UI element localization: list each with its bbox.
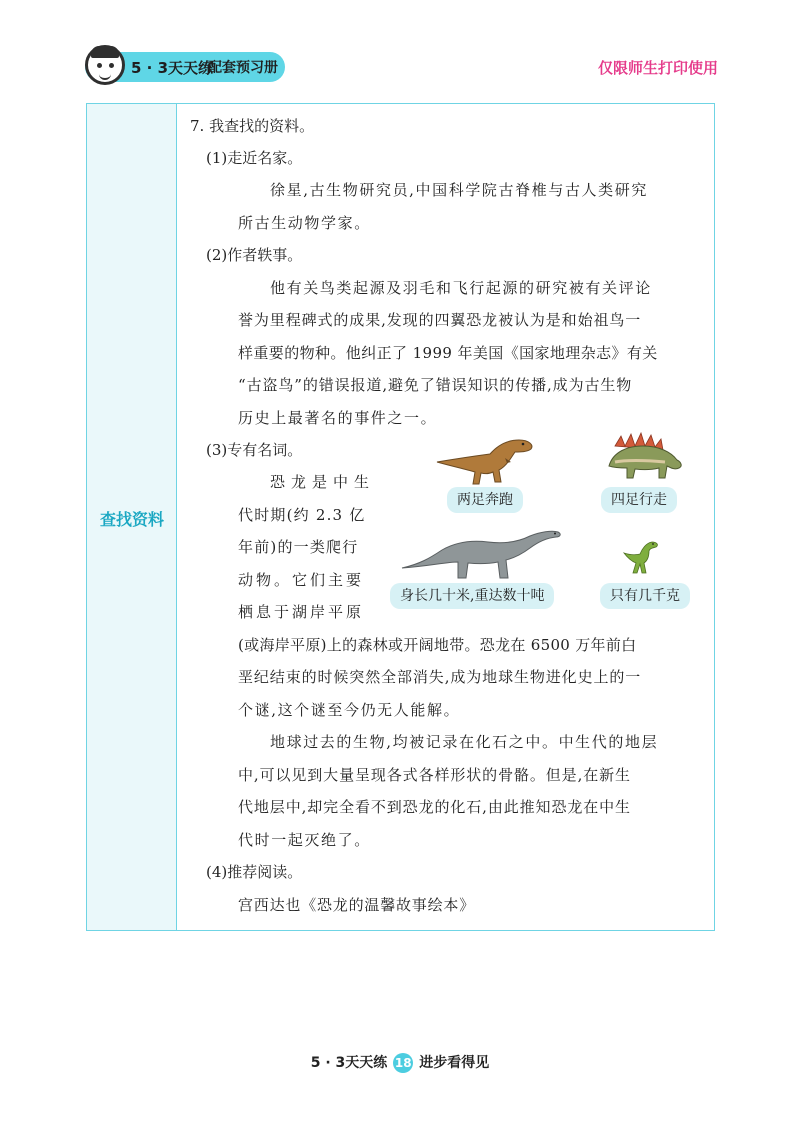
- section-3-text: 地球过去的生物,均被记录在化石之中。中生代的地层: [270, 733, 659, 751]
- giant-dinosaur-illustration: [400, 528, 565, 583]
- section-3-text: 动物。它们主要: [238, 571, 365, 589]
- section-3-text: (或海岸平原)上的森林或开阔地带。恐龙在 6500 万年前白: [238, 636, 637, 654]
- section-1-title: (1)走近名家。: [206, 149, 303, 167]
- section-3-text: 年前)的一类爬行: [238, 538, 359, 556]
- tag-giant: 身长几十米,重达数十吨: [390, 583, 554, 609]
- recommended-book: 宫西达也《恐龙的温馨故事绘本》: [238, 896, 476, 914]
- brand-name: 5 · 3天天练: [131, 59, 214, 77]
- section-2-text: 他有关鸟类起源及羽毛和飞行起源的研究被有关评论: [270, 279, 652, 297]
- usage-restriction: 仅限师生打印使用: [597, 59, 718, 77]
- biped-dinosaur-illustration: [435, 432, 535, 487]
- quadruped-dinosaur-illustration: [605, 432, 685, 482]
- section-3-title: (3)专有名词。: [206, 441, 303, 459]
- section-2-text: 誉为里程碑式的成果,发现的四翼恐龙被认为是和始祖鸟一: [238, 311, 642, 329]
- sidebar-column: [87, 104, 177, 930]
- section-3-text: 垩纪结束的时候突然全部消失,成为地球生物进化史上的一: [238, 668, 642, 686]
- section-3-text: 个谜,这个谜至今仍无人能解。: [238, 701, 461, 719]
- section-3-text: 恐龙是中生: [270, 473, 376, 491]
- section-1-text: 所古生动物学家。: [238, 214, 371, 232]
- section-2-text: 样重要的物种。他纠正了 1999 年美国《国家地理杂志》有关: [238, 344, 658, 362]
- brand-subtitle: 配套预习册: [208, 60, 278, 76]
- page-header: [0, 0, 800, 100]
- section-1-text: 徐星,古生物研究员,中国科学院古脊椎与古人类研究: [270, 181, 648, 199]
- page-number: 18: [393, 1053, 413, 1073]
- section-4-title: (4)推荐阅读。: [206, 863, 303, 881]
- section-3-text: 代时期(约 2.3 亿: [238, 506, 366, 524]
- mascot-icon: [85, 45, 125, 85]
- section-2-title: (2)作者轶事。: [206, 246, 303, 264]
- section-2-text: “古盗鸟”的错误报道,避免了错误知识的传播,成为古生物: [238, 376, 633, 394]
- sidebar-label: 查找资料: [99, 510, 164, 529]
- small-dinosaur-illustration: [622, 537, 660, 577]
- page-footer: [0, 1052, 800, 1073]
- section-3-text: 代时一起灭绝了。: [238, 831, 371, 849]
- section-3-text: 栖息于湖岸平原: [238, 603, 365, 621]
- tag-biped: 两足奔跑: [447, 487, 523, 513]
- tag-small: 只有几千克: [600, 583, 690, 609]
- footer-slogan: 进步看得见: [419, 1055, 490, 1071]
- section-2-text: 历史上最著名的事件之一。: [238, 409, 438, 427]
- tag-quadruped: 四足行走: [601, 487, 677, 513]
- section-3-text: 中,可以见到大量呈现各式各样形状的骨骼。但是,在新生: [238, 766, 631, 784]
- section-3-text: 代地层中,却完全看不到恐龙的化石,由此推知恐龙在中生: [238, 798, 631, 816]
- footer-brand: 5 · 3天天练: [310, 1055, 388, 1071]
- item-title: 7. 我查找的资料。: [190, 117, 315, 135]
